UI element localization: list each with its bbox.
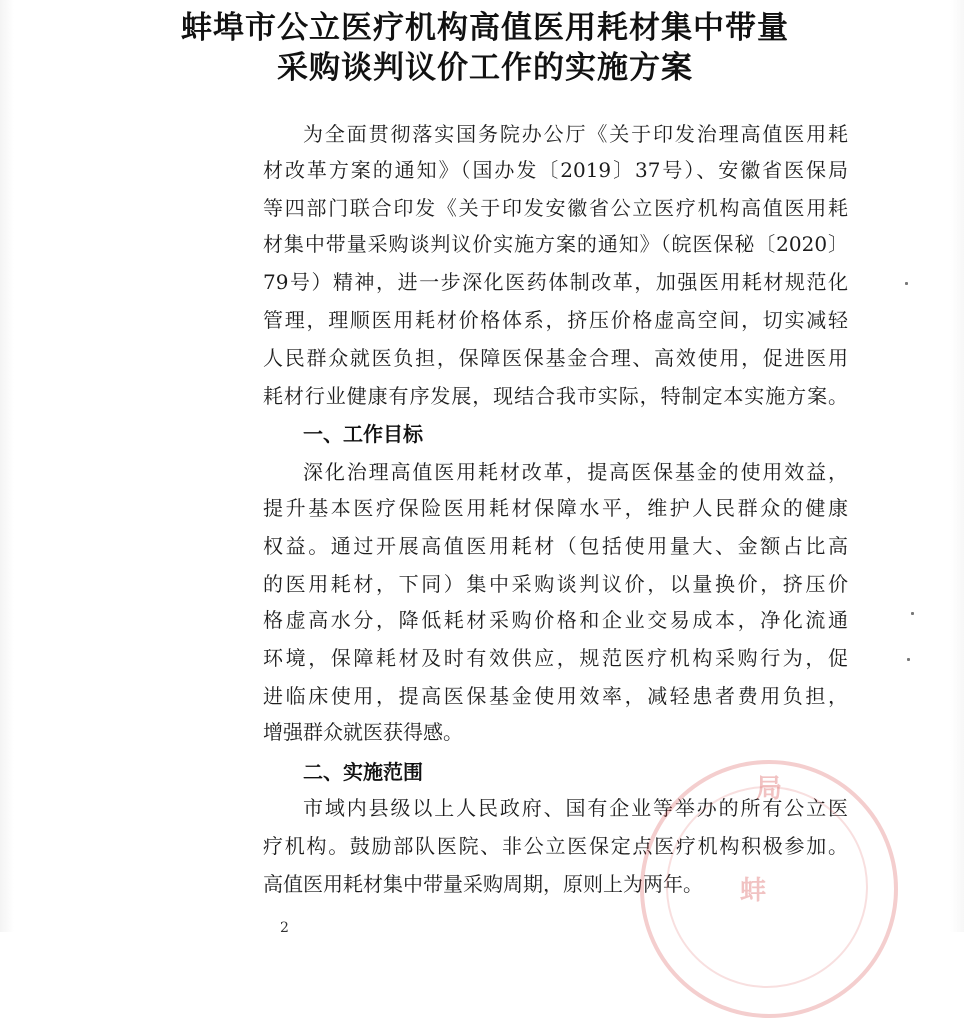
- section1-line: 提升基本医疗保险医用耗材保障水平，维护人民群众的健康: [263, 496, 848, 520]
- page-number: 2: [280, 920, 289, 936]
- stamp-char: 局: [756, 774, 783, 804]
- section2-line: 市域内县级以上人民政府、国有企业等举办的所有公立医: [303, 796, 848, 820]
- intro-line: 材改革方案的通知》（国办发〔2019〕37号）、安徽省医保局: [263, 158, 848, 182]
- section1-line: 的医用耗材，下同）集中采购谈判议价，以量换价，挤压价: [263, 572, 848, 596]
- section1-line: 格虚高水分，降低耗材采购价格和企业交易成本，净化流通: [263, 608, 848, 632]
- official-seal-inner-ring: [666, 786, 868, 988]
- intro-line: 材集中带量采购谈判议价实施方案的通知》（皖医保秘〔2020〕: [263, 232, 848, 256]
- section1-line: 增强群众就医获得感。: [263, 720, 463, 744]
- section1-line: 权益。通过开展高值医用耗材（包括使用量大、金额占比高: [263, 534, 848, 558]
- intro-line: 等四部门联合印发《关于印发安徽省公立医疗机构高值医用耗: [263, 196, 848, 220]
- intro-line: 人民群众就医负担，保障医保基金合理、高效使用，促进医用: [263, 346, 848, 370]
- intro-line: 管理，理顺医用耗材价格体系，挤压价格虚高空间，切实减轻: [263, 308, 848, 332]
- section1-line: 进临床使用，提高医保基金使用效率，减轻患者费用负担，: [263, 684, 848, 708]
- section2-line: 疗机构。鼓励部队医院、非公立医保定点医疗机构积极参加。: [263, 834, 848, 858]
- intro-line: 为全面贯彻落实国务院办公厅《关于印发治理高值医用耗: [303, 122, 848, 146]
- official-seal-stamp: [640, 760, 898, 1018]
- document-title-line-1: 蚌埠市公立医疗机构高值医用耗材集中带量: [181, 10, 789, 46]
- section2-line: 高值医用耗材集中带量采购周期，原则上为两年。: [263, 872, 703, 896]
- intro-line: 耗材行业健康有序发展，现结合我市实际，特制定本实施方案。: [263, 384, 848, 408]
- scan-speck: [911, 612, 914, 615]
- stamp-char: 蚌: [740, 876, 767, 906]
- document-title-line-2: 采购谈判议价工作的实施方案: [277, 50, 693, 86]
- section1-line: 深化治理高值医用耗材改革，提高医保基金的使用效益，: [303, 460, 848, 484]
- scan-speck: [907, 658, 910, 661]
- section-heading-scope: 二、实施范围: [303, 760, 423, 784]
- scan-speck: [905, 282, 908, 285]
- section-heading-goals: 一、工作目标: [303, 422, 423, 446]
- section1-line: 环境，保障耗材及时有效供应，规范医疗机构采购行为，促: [263, 646, 848, 670]
- intro-line: 79号）精神，进一步深化医药体制改革，加强医用耗材规范化: [263, 270, 848, 294]
